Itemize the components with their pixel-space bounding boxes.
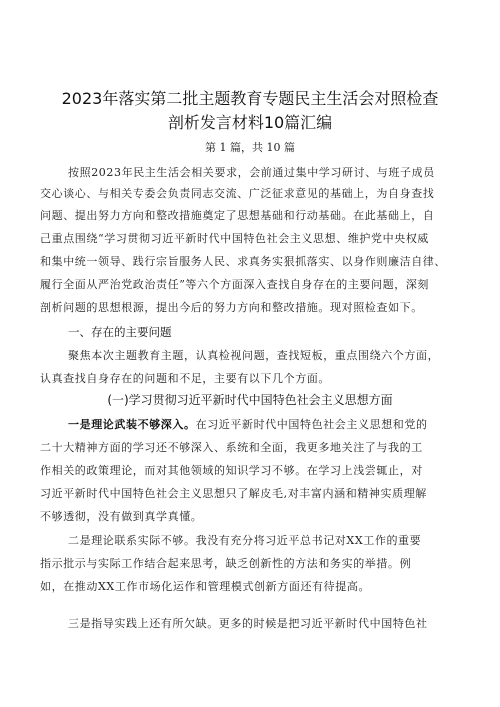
intro-line: 剖析问题的思想根源，提出今后的努力方向和整改措施。现对照检查如下。 [40,301,423,314]
point1-first-text: 在习近平新时代中国特色社会主义思想和党的 [195,418,428,431]
intro-line: 按照2023年民主生活会相关要求，会前通过集中学习研讨、与班子成员 [68,166,435,179]
point2-line: 二是理论联系实际不够。我没有充分将习近平总书记对XX工作的重要 [68,534,422,547]
point1-line: 作相关的政策理论，而对其他领域的知识学习不够。在学习上浅尝辄止，对 [40,464,423,477]
point1-line: 二十大精神方面的学习还不够深入、系统和全面，我更多地关注了与我的工 [40,441,423,454]
point1-lead: 一是理论武装不够深入。 [68,418,196,431]
point3-line: 三是指导实践上还有所欠缺。更多的时候是把习近平新时代中国特色社 [68,617,428,630]
point1-line: 习近平新时代中国特色社会主义思想只了解皮毛,对丰富内涵和精神实质理解 [40,487,427,500]
section-line: 聚焦本次主题教育主题，认真检视问题，查找短板，重点围绕六个方面， [68,349,440,362]
section-heading: 一、存在的主要问题 [68,325,172,339]
section-line: 认真查找自身存在的问题和不足，主要有以下几个方面。 [40,372,330,385]
point1-first-line [68,417,470,433]
point1-line: 不够透彻，没有做到真学真懂。 [40,510,203,523]
point2-line: 如，在推动XX工作市场化运作和管理模式创新方面还有待提高。 [40,580,371,593]
intro-line: 履行全面从严治党政治责任”等六个方面深入查找自身存在的主要问题，深刻 [40,278,430,291]
intro-line: 交心谈心、与相关专委会负责同志交流、广泛征求意见的基础上，为自身查找 [40,187,435,200]
point2-line: 指示批示与实际工作结合起来思考，缺乏创新性的方法和务实的举措。例 [40,557,412,570]
intro-line: 和集中统一领导、践行宗旨服务人民、求真务实狠抓落实、以身作则廉洁自律、 [40,255,446,268]
intro-line: 问题、提出努力方向和整改措施奠定了思想基础和行动基础。在此基础上，自 [40,209,435,222]
subsection-heading: (一)学习贯彻习近平新时代中国特色社会主义思想方面 [107,393,393,407]
intro-line: 己重点围绕“学习贯彻习近平新时代中国特色社会主义思想、维护党中央权威 [40,232,430,245]
document-title-line1: 2023年落实第二批主题教育专题民主生活会对照检查 [61,89,439,108]
article-counter: 第 1 篇，共 10 篇 [205,141,295,154]
document-title-line2: 剖析发言材料10篇汇编 [167,113,333,132]
